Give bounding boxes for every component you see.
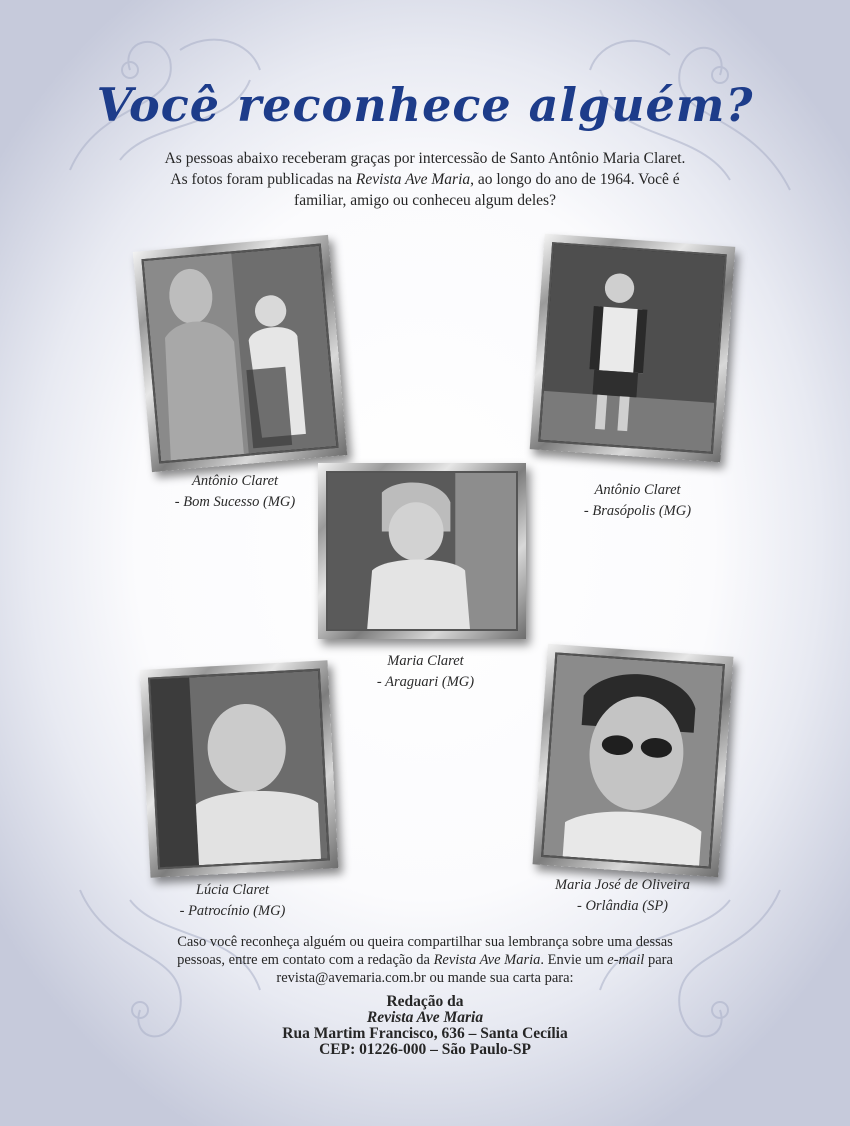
footer-line-2-mid: . Envie um: [540, 952, 608, 968]
footer-line-1: Caso você reconheça alguém ou queira compartilhar sua lembrança sobre uma dessas: [177, 934, 673, 950]
caption-lucia-patrocinio: [145, 880, 320, 922]
photo-frame-antonio-bom-sucesso: [133, 235, 348, 472]
person-place: - Bom Sucesso (MG): [174, 494, 296, 510]
intro-line-2-end: , ao longo do ano de 1964. Você é: [470, 171, 680, 188]
person-name: Maria Claret: [387, 653, 464, 669]
person-name: Antônio Claret: [191, 473, 279, 489]
person-place: - Patrocínio (MG): [179, 903, 286, 919]
photo-frame-maria-jose-orlandia: [533, 644, 734, 877]
person-name: Maria José de Oliveira: [555, 877, 690, 893]
email-word: e-mail: [607, 952, 645, 968]
caption-maria-araguari: [338, 651, 513, 693]
intro-line-3: familiar, amigo ou conheceu algum deles?: [294, 192, 556, 209]
footer-line-3: revista@avemaria.com.br ou mande sua carta para:: [276, 970, 574, 986]
person-place: - Brasópolis (MG): [583, 503, 692, 519]
caption-antonio-brasopolis: [550, 480, 725, 522]
photo-lucia-patrocinio: [148, 669, 330, 870]
mailing-address: [200, 994, 650, 1058]
person-place: - Araguari (MG): [376, 674, 475, 690]
intro-line-1: As pessoas abaixo receberam graças por intercessão de Santo Antônio Maria Claret.: [164, 150, 686, 167]
person-name: Lúcia Claret: [195, 882, 270, 898]
address-line-2: Rua Martim Francisco, 636 – Santa Cecília: [282, 1025, 568, 1042]
magazine-name: Revista Ave Maria: [366, 1009, 484, 1026]
contact-text: [140, 933, 710, 987]
photo-antonio-brasopolis: [538, 242, 727, 454]
photo-antonio-bom-sucesso: [141, 244, 338, 464]
intro-text: [130, 148, 720, 211]
magazine-name: Revista Ave Maria: [433, 952, 541, 968]
magazine-name: Revista Ave Maria: [355, 171, 471, 188]
photo-maria-araguari: [326, 471, 518, 631]
person-place: - Orlândia (SP): [576, 898, 668, 914]
page-title: Você reconhece alguém?: [96, 78, 754, 132]
person-name: Antônio Claret: [594, 482, 681, 498]
intro-line-2-start: As fotos foram publicadas na: [170, 171, 356, 188]
photo-maria-jose-orlandia: [541, 652, 725, 868]
caption-antonio-bom-sucesso: [150, 471, 320, 513]
footer-line-2-start: pessoas, entre em contato com a redação da: [177, 952, 434, 968]
photo-frame-antonio-brasopolis: [530, 234, 736, 463]
address-line-3: CEP: 01226-000 – São Paulo-SP: [319, 1041, 531, 1058]
photo-frame-maria-araguari: [318, 463, 526, 639]
photo-frame-lucia-patrocinio: [140, 660, 339, 878]
footer-line-2-end: para: [644, 952, 673, 968]
caption-maria-jose-orlandia: [535, 875, 710, 917]
address-line-1: Redação da Revista Ave Maria: [366, 993, 484, 1026]
